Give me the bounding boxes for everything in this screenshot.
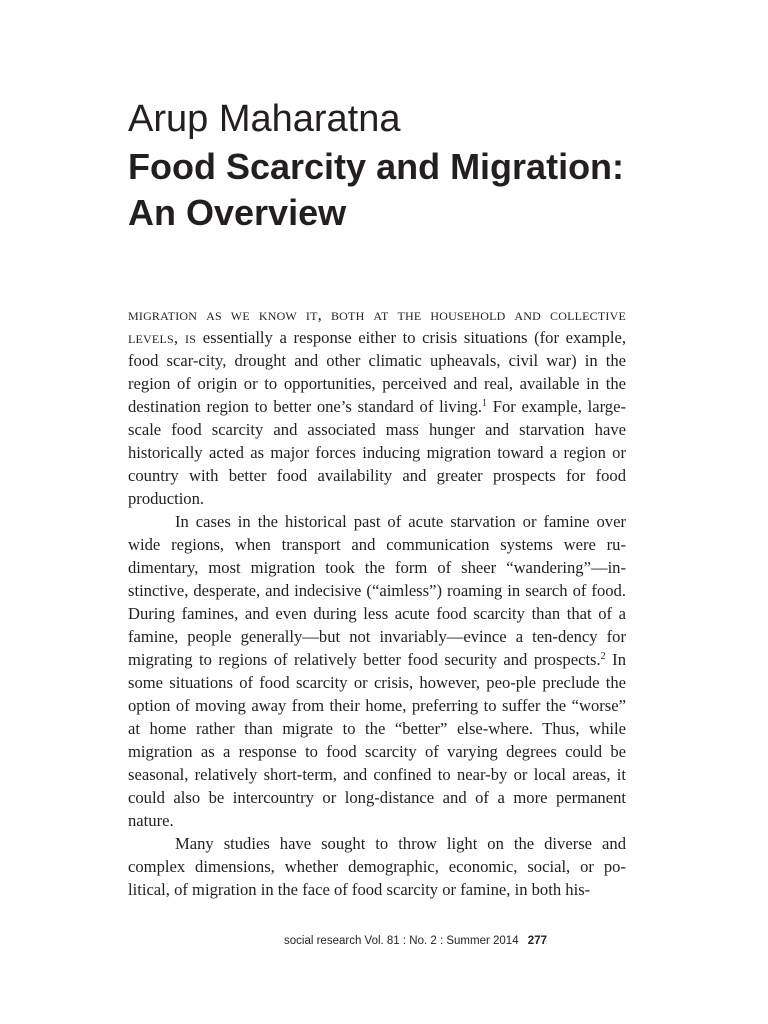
page-footer	[284, 935, 547, 947]
journal-citation: social research Vol. 81 : No. 2 : Summer 2014	[284, 935, 519, 947]
paragraph-1-text-b: For example, large-scale food scarcity and associated mass hunger and starvation have historically acted as major forces inducing migration toward a region or country with better food availability and greater prospects for food production.	[128, 397, 626, 508]
paragraph-1	[128, 303, 626, 510]
footnote-ref-2[interactable]: 2	[600, 651, 606, 662]
paragraph-3	[128, 832, 626, 901]
article-title: Food Scarcity and Migration: An Overview	[128, 146, 625, 233]
paragraph-1-text-a: essentially a response either to crisis situations (for example, food scar-city, drought and other climatic upheavals, civil war) in the region of origin or to opportunities, perceived and real, available in the destination region to better one’s standard of living.	[128, 328, 626, 416]
paragraph-2-text-b: In some situations of food scarcity or crisis, however, peo-ple preclude the option of moving away from their home, preferring to suffer the “worse” at home rather than migrate to the “better” else-where. Thus, while migration as a response to food scarcity of varying degrees could be seasonal, relatively short-term, and confined to near-by or local areas, it could also be intercountry or long-distance and of a more permanent nature.	[128, 650, 626, 830]
opening-small-caps: migration as we know it, both at the household and collective levels, is	[128, 305, 626, 347]
article-body	[128, 303, 626, 901]
page-number: 277	[527, 935, 547, 947]
paragraph-3-text: Many studies have sought to throw light on the diverse and complex dimensions, whether demographic, economic, social, or po-litical, of migration in the face of food scarcity or famine, in both his-	[128, 834, 626, 899]
author-name: Arup Maharatna	[128, 98, 401, 140]
paragraph-2	[128, 510, 626, 832]
paragraph-2-text-a: In cases in the historical past of acute starvation or famine over wide regions, when transport and communication systems were ru-dimentary, most migration took the form of sheer “wandering”—in-stinctive, desperate, and indecisive (“aimless”) roaming in search of food. During famines, and even during less acute food scarcity than that of a famine, people generally—but not invariably—evince a ten-dency for migrating to regions of relatively better food security and prospects.	[128, 512, 626, 669]
footnote-ref-1[interactable]: 1	[481, 398, 487, 409]
